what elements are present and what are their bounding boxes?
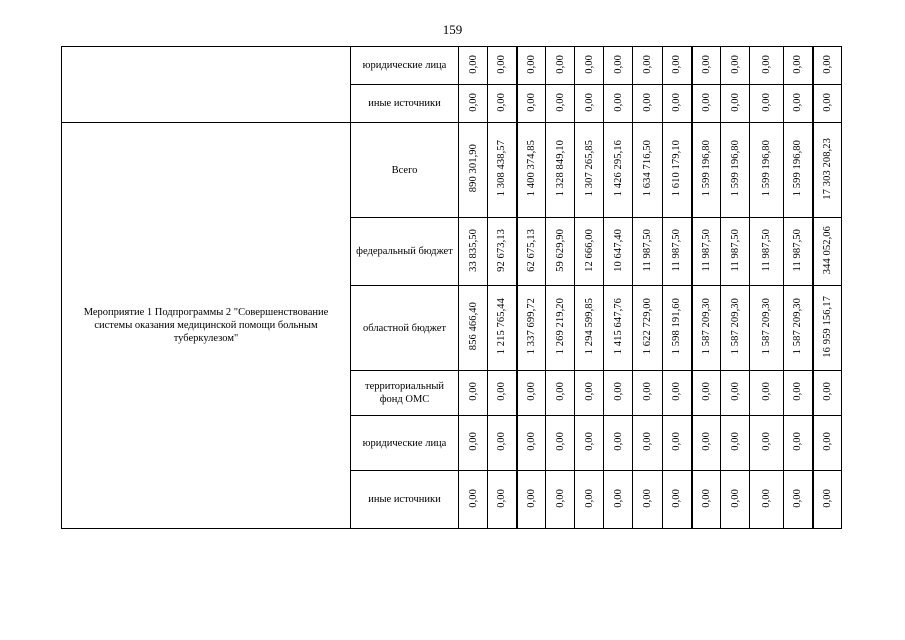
value-cell bbox=[663, 416, 692, 471]
value-text: 0,00 bbox=[700, 54, 712, 74]
value-text: 344 052,06 bbox=[821, 225, 833, 275]
value-text: 0,00 bbox=[612, 382, 624, 401]
value-text: 0,00 bbox=[554, 488, 566, 508]
value-text: 0,00 bbox=[642, 54, 653, 74]
value-cell bbox=[784, 123, 813, 218]
value-cell bbox=[488, 85, 517, 123]
value-cell bbox=[459, 471, 488, 529]
value-text: 1 400 374,85 bbox=[525, 140, 537, 197]
value-cell bbox=[663, 471, 692, 529]
value-cell bbox=[459, 123, 488, 218]
value-text: 59 629,90 bbox=[554, 228, 566, 272]
value-cell bbox=[575, 371, 604, 416]
value-text: 17 303 208,23 bbox=[821, 137, 833, 200]
value-cell bbox=[488, 371, 517, 416]
value-cell bbox=[517, 286, 546, 371]
value-text: 1 415 647,76 bbox=[612, 298, 624, 355]
value-cell bbox=[517, 218, 546, 286]
value-cell bbox=[750, 371, 784, 416]
value-cell bbox=[784, 471, 813, 529]
value-cell bbox=[488, 471, 517, 529]
value-text: 0,00 bbox=[642, 432, 653, 451]
value-cell bbox=[604, 85, 633, 123]
value-text: 0,00 bbox=[496, 382, 508, 401]
value-text: 0,00 bbox=[729, 54, 741, 74]
value-text: 0,00 bbox=[583, 382, 595, 401]
value-cell bbox=[575, 47, 604, 85]
value-cell bbox=[546, 47, 575, 85]
value-cell bbox=[663, 286, 692, 371]
value-text: 0,00 bbox=[792, 382, 804, 401]
value-cell bbox=[517, 47, 546, 85]
value-text: 0,00 bbox=[642, 92, 653, 112]
value-cell bbox=[488, 47, 517, 85]
value-cell bbox=[692, 286, 721, 371]
value-text: 0,00 bbox=[792, 92, 804, 112]
value-text: 62 675,13 bbox=[525, 228, 537, 272]
value-text: 0,00 bbox=[583, 432, 595, 451]
value-text: 0,00 bbox=[761, 92, 772, 112]
value-text: 1 599 196,80 bbox=[729, 140, 741, 197]
value-text: 1 337 699,72 bbox=[525, 298, 537, 355]
value-cell bbox=[633, 471, 663, 529]
value-cell bbox=[721, 471, 750, 529]
value-cell bbox=[692, 85, 721, 123]
value-cell bbox=[604, 416, 633, 471]
value-text: 0,00 bbox=[821, 432, 833, 451]
value-text: 0,00 bbox=[821, 92, 833, 112]
value-text: 0,00 bbox=[671, 92, 683, 112]
value-cell bbox=[459, 371, 488, 416]
value-cell bbox=[459, 286, 488, 371]
value-cell bbox=[546, 471, 575, 529]
value-text: 0,00 bbox=[700, 382, 712, 401]
value-text: 0,00 bbox=[612, 92, 624, 112]
value-cell bbox=[692, 123, 721, 218]
source-regional-budget: областной бюджет bbox=[351, 286, 459, 371]
value-text: 0,00 bbox=[671, 488, 683, 508]
value-cell bbox=[813, 471, 842, 529]
value-cell bbox=[459, 218, 488, 286]
value-cell bbox=[692, 47, 721, 85]
value-text: 11 987,50 bbox=[761, 228, 772, 272]
source-other: иные источники bbox=[351, 471, 459, 529]
value-cell bbox=[721, 47, 750, 85]
source-other: иные источники bbox=[351, 85, 459, 123]
value-text: 1 308 438,57 bbox=[496, 140, 508, 197]
value-cell bbox=[459, 47, 488, 85]
value-text: 0,00 bbox=[467, 92, 479, 112]
value-text: 1 622 729,00 bbox=[642, 298, 653, 355]
value-text: 0,00 bbox=[671, 382, 683, 401]
value-text: 0,00 bbox=[761, 382, 772, 401]
value-cell bbox=[663, 218, 692, 286]
value-cell bbox=[633, 416, 663, 471]
value-cell bbox=[750, 85, 784, 123]
value-text: 0,00 bbox=[700, 488, 712, 508]
value-cell bbox=[721, 371, 750, 416]
value-cell bbox=[633, 123, 663, 218]
value-cell bbox=[721, 416, 750, 471]
value-cell bbox=[546, 416, 575, 471]
value-text: 0,00 bbox=[792, 54, 804, 74]
value-text: 0,00 bbox=[792, 432, 804, 451]
value-text: 11 987,50 bbox=[642, 228, 653, 272]
value-text: 0,00 bbox=[821, 488, 833, 508]
table-row bbox=[62, 47, 872, 85]
value-text: 0,00 bbox=[612, 54, 624, 74]
value-cell bbox=[546, 218, 575, 286]
value-text: 0,00 bbox=[467, 432, 479, 451]
value-text: 16 959 156,17 bbox=[821, 295, 833, 358]
value-cell bbox=[784, 47, 813, 85]
value-text: 11 987,50 bbox=[671, 228, 683, 272]
value-text: 1 634 716,50 bbox=[642, 140, 653, 197]
value-cell bbox=[546, 286, 575, 371]
value-cell bbox=[575, 286, 604, 371]
value-text: 1 587 209,30 bbox=[761, 298, 772, 355]
value-cell bbox=[517, 471, 546, 529]
value-cell bbox=[488, 416, 517, 471]
value-text: 1 598 191,60 bbox=[671, 298, 683, 355]
value-cell bbox=[517, 85, 546, 123]
value-cell bbox=[692, 371, 721, 416]
value-text: 1 294 599,85 bbox=[583, 298, 595, 355]
value-cell bbox=[663, 47, 692, 85]
value-text: 33 835,50 bbox=[467, 228, 479, 272]
value-text: 1 587 209,30 bbox=[700, 298, 712, 355]
value-text: 1 599 196,80 bbox=[761, 140, 772, 197]
value-cell bbox=[663, 85, 692, 123]
value-cell bbox=[604, 471, 633, 529]
value-cell bbox=[604, 47, 633, 85]
value-cell bbox=[750, 471, 784, 529]
value-cell bbox=[750, 218, 784, 286]
value-text: 0,00 bbox=[729, 432, 741, 451]
value-text: 0,00 bbox=[671, 54, 683, 74]
value-cell bbox=[546, 371, 575, 416]
value-text: 0,00 bbox=[525, 488, 537, 508]
value-cell bbox=[604, 371, 633, 416]
value-text: 0,00 bbox=[700, 432, 712, 451]
value-cell bbox=[663, 123, 692, 218]
value-cell bbox=[633, 47, 663, 85]
value-text: 0,00 bbox=[525, 432, 537, 451]
value-cell bbox=[750, 47, 784, 85]
value-cell bbox=[784, 85, 813, 123]
value-cell bbox=[750, 123, 784, 218]
value-text: 0,00 bbox=[583, 54, 595, 74]
value-cell bbox=[813, 286, 842, 371]
value-text: 0,00 bbox=[467, 382, 479, 401]
value-text: 0,00 bbox=[554, 54, 566, 74]
value-cell bbox=[813, 47, 842, 85]
value-text: 0,00 bbox=[496, 92, 508, 112]
value-cell bbox=[721, 123, 750, 218]
value-cell bbox=[604, 218, 633, 286]
value-cell bbox=[721, 286, 750, 371]
value-cell bbox=[813, 371, 842, 416]
value-text: 0,00 bbox=[792, 488, 804, 508]
value-cell bbox=[459, 85, 488, 123]
value-cell bbox=[692, 218, 721, 286]
value-text: 1 599 196,80 bbox=[700, 140, 712, 197]
value-text: 11 987,50 bbox=[792, 228, 804, 272]
budget-table bbox=[61, 46, 872, 529]
value-text: 92 673,13 bbox=[496, 228, 508, 272]
value-text: 0,00 bbox=[467, 54, 479, 74]
value-text: 0,00 bbox=[496, 488, 508, 508]
source-total: Всего bbox=[351, 123, 459, 218]
value-text: 0,00 bbox=[761, 432, 772, 451]
value-cell bbox=[721, 218, 750, 286]
value-cell bbox=[813, 218, 842, 286]
value-cell bbox=[459, 416, 488, 471]
source-legal-entities: юридические лица bbox=[351, 416, 459, 471]
event-name-cell bbox=[62, 47, 351, 123]
value-text: 0,00 bbox=[554, 382, 566, 401]
value-text: 1 587 209,30 bbox=[729, 298, 741, 355]
value-cell bbox=[604, 286, 633, 371]
source-federal-budget: федеральный бюджет bbox=[351, 218, 459, 286]
value-cell bbox=[517, 416, 546, 471]
value-text: 0,00 bbox=[761, 488, 772, 508]
value-cell bbox=[488, 286, 517, 371]
value-text: 0,00 bbox=[821, 382, 833, 401]
value-cell bbox=[784, 371, 813, 416]
value-text: 0,00 bbox=[525, 382, 537, 401]
value-cell bbox=[750, 286, 784, 371]
value-text: 0,00 bbox=[761, 54, 772, 74]
value-cell bbox=[633, 85, 663, 123]
value-cell bbox=[575, 85, 604, 123]
value-cell bbox=[633, 286, 663, 371]
value-text: 12 666,00 bbox=[583, 228, 595, 272]
value-text: 1 307 265,85 bbox=[583, 140, 595, 197]
value-text: 1 599 196,80 bbox=[792, 140, 804, 197]
value-text: 1 328 849,10 bbox=[554, 140, 566, 197]
event-name-cell: Мероприятие 1 Подпрограммы 2 "Совершенствование системы оказания медицинской помощи больным туберкулезом" bbox=[62, 123, 351, 529]
value-text: 0,00 bbox=[671, 432, 683, 451]
value-text: 1 269 219,20 bbox=[554, 298, 566, 355]
value-text: 0,00 bbox=[554, 432, 566, 451]
value-text: 0,00 bbox=[467, 488, 479, 508]
value-cell bbox=[633, 371, 663, 416]
value-text: 1 426 295,16 bbox=[612, 140, 624, 197]
source-territorial-fund: территориальный фонд ОМС bbox=[351, 371, 459, 416]
value-cell bbox=[784, 218, 813, 286]
value-cell bbox=[633, 218, 663, 286]
value-text: 0,00 bbox=[525, 92, 537, 112]
value-cell bbox=[692, 416, 721, 471]
value-text: 1 215 765,44 bbox=[496, 298, 508, 355]
value-cell bbox=[721, 85, 750, 123]
value-cell bbox=[575, 416, 604, 471]
value-cell bbox=[488, 218, 517, 286]
value-text: 1 610 179,10 bbox=[671, 140, 683, 197]
value-cell bbox=[575, 123, 604, 218]
table-row bbox=[62, 123, 872, 218]
value-text: 0,00 bbox=[583, 488, 595, 508]
value-text: 0,00 bbox=[642, 382, 653, 401]
value-cell bbox=[813, 85, 842, 123]
value-cell bbox=[784, 286, 813, 371]
value-cell bbox=[546, 85, 575, 123]
value-text: 0,00 bbox=[729, 382, 741, 401]
value-text: 0,00 bbox=[583, 92, 595, 112]
source-legal-entities: юридические лица bbox=[351, 47, 459, 85]
value-text: 10 647,40 bbox=[612, 228, 624, 272]
value-cell bbox=[546, 123, 575, 218]
value-cell bbox=[784, 416, 813, 471]
value-text: 11 987,50 bbox=[700, 228, 712, 272]
value-text: 0,00 bbox=[554, 92, 566, 112]
value-cell bbox=[813, 416, 842, 471]
value-cell bbox=[692, 471, 721, 529]
value-text: 0,00 bbox=[496, 54, 508, 74]
value-cell bbox=[813, 123, 842, 218]
value-text: 1 587 209,30 bbox=[792, 298, 804, 355]
value-cell bbox=[517, 123, 546, 218]
value-cell bbox=[604, 123, 633, 218]
value-text: 0,00 bbox=[496, 432, 508, 451]
page-number: 159 bbox=[442, 22, 463, 37]
value-text: 0,00 bbox=[642, 488, 653, 508]
value-cell bbox=[750, 416, 784, 471]
value-text: 0,00 bbox=[700, 92, 712, 112]
value-cell bbox=[488, 123, 517, 218]
value-text: 856 466,40 bbox=[467, 302, 479, 351]
value-text: 0,00 bbox=[729, 488, 741, 508]
value-cell bbox=[575, 218, 604, 286]
value-text: 0,00 bbox=[729, 92, 741, 112]
value-text: 0,00 bbox=[525, 54, 537, 74]
value-text: 0,00 bbox=[612, 432, 624, 451]
value-cell bbox=[517, 371, 546, 416]
value-cell bbox=[575, 471, 604, 529]
value-text: 11 987,50 bbox=[729, 228, 741, 272]
value-text: 0,00 bbox=[612, 488, 624, 508]
value-text: 0,00 bbox=[821, 54, 833, 74]
value-text: 890 301,90 bbox=[467, 144, 479, 193]
value-cell bbox=[663, 371, 692, 416]
